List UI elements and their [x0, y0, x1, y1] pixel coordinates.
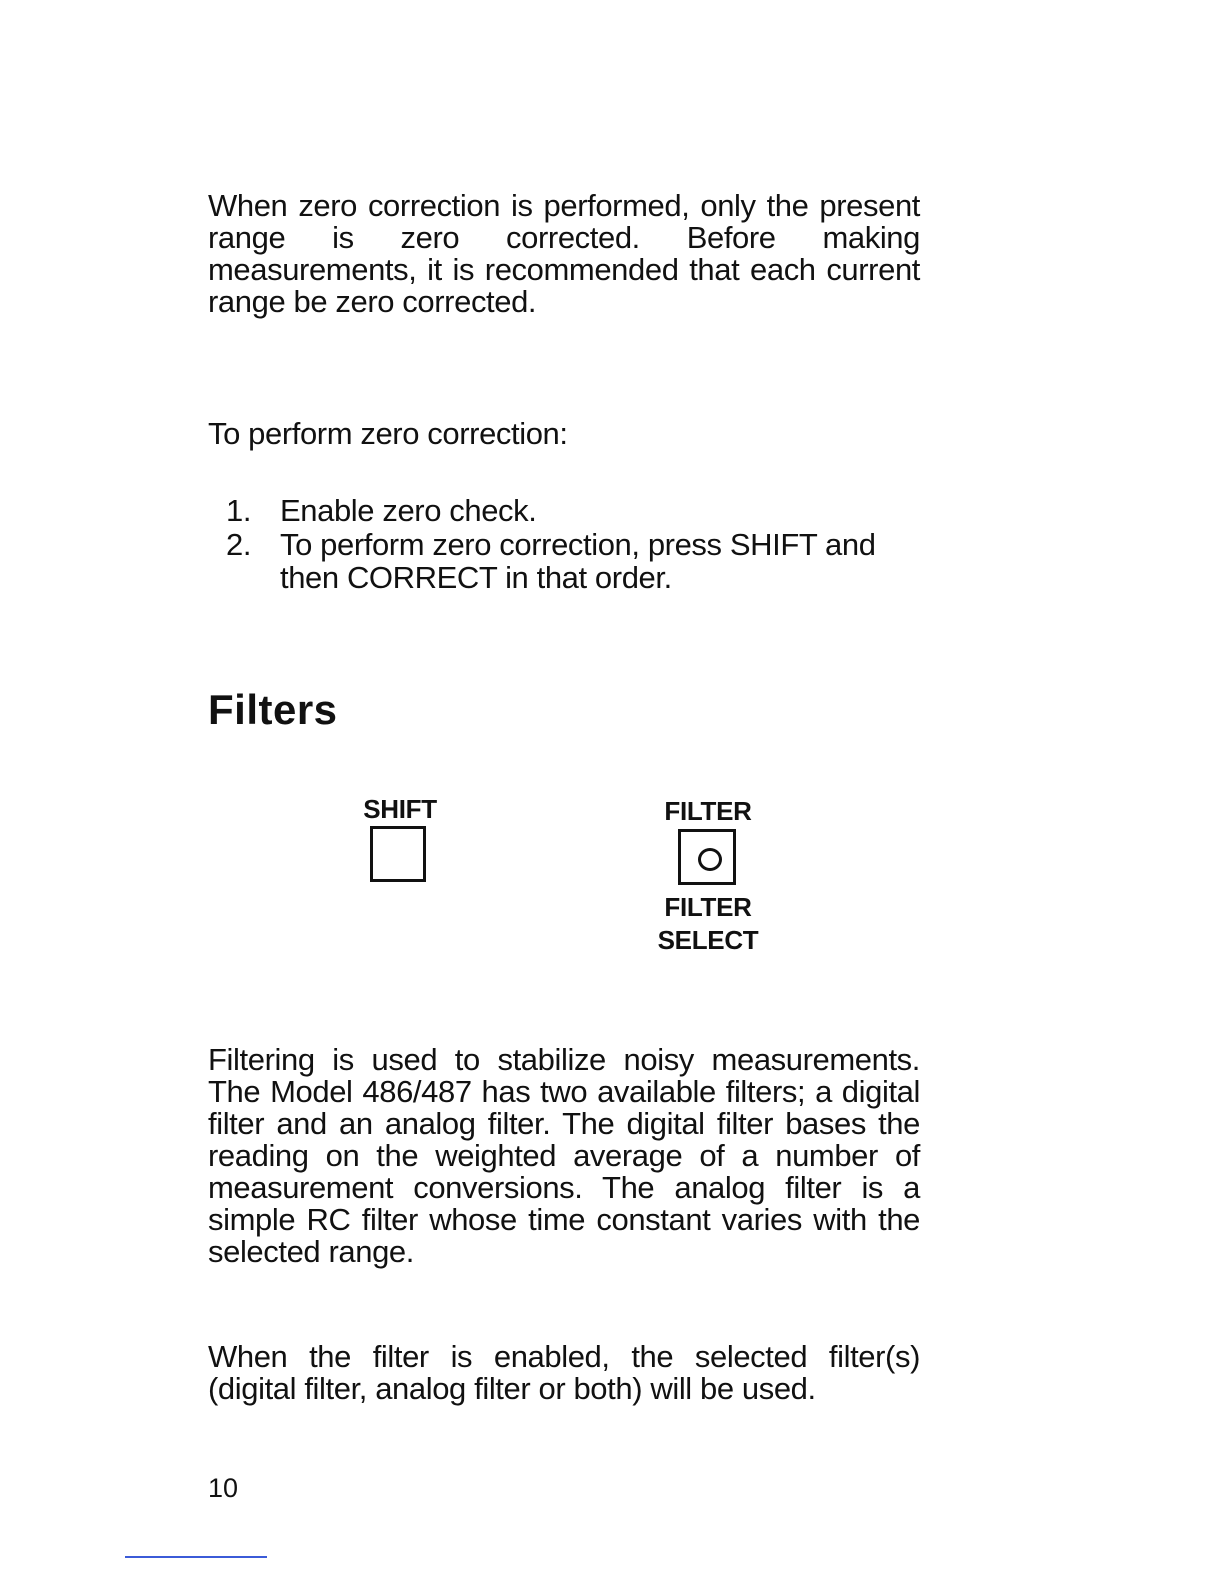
step-text: To perform zero correction, press SHIFT and then CORRECT in that order.: [280, 527, 876, 595]
filtering-description-paragraph: Filtering is used to stabilize noisy measurements. The Model 486/487 has two available filters; a digital filter and an analog filter. The digital filter bases the reading on the weighted average of a number of measurement conversions. The analog filter is a simple RC filter whose time constant varies with the selected range.: [208, 1042, 920, 1269]
filter-key-label: FILTER: [664, 796, 752, 826]
decorative-line: [125, 1556, 267, 1558]
filter-select-label-line2: SELECT: [657, 925, 759, 955]
step-number: 1.: [226, 493, 252, 528]
page-number: 10: [208, 1473, 239, 1503]
section-heading-filters: Filters: [208, 686, 338, 733]
shift-key-icon: [370, 826, 426, 882]
filter-select-label-line1: FILTER: [664, 892, 752, 922]
step-text: Enable zero check.: [280, 493, 537, 528]
procedure-intro: To perform zero correction:: [208, 416, 568, 451]
step-number: 2.: [226, 527, 252, 562]
filter-enabled-paragraph: When the filter is enabled, the selected filter(s) (digital filter, analog filter or both) will be used.: [208, 1339, 920, 1406]
filter-key-icon: [678, 829, 736, 885]
zero-correction-paragraph: When zero correction is performed, only the present range is zero corrected. Before making measurements, it is recommended that each current range be zero corrected.: [208, 188, 920, 319]
shift-key-label: SHIFT: [363, 794, 437, 824]
indicator-led-icon: [698, 848, 722, 871]
